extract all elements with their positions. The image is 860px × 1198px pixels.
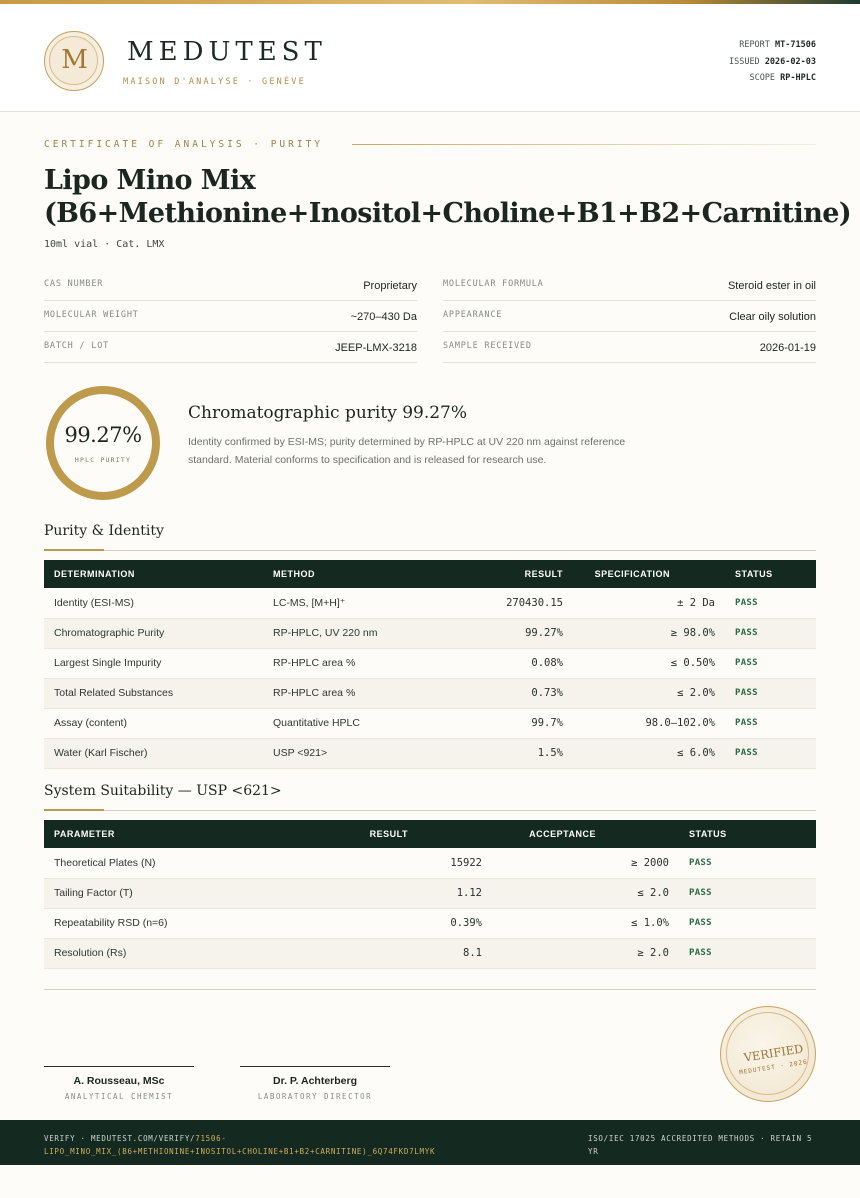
verify-prefix: VERIFY · MEDUTEST.COM/VERIFY/ <box>44 1134 196 1143</box>
acceptance-cell: ≤ 2.0 <box>492 878 679 908</box>
property-appearance <box>443 301 816 332</box>
table-row <box>44 708 816 738</box>
table-row <box>44 648 816 678</box>
section-title-purity-identity: Purity & Identity <box>44 523 164 539</box>
property-cas-number <box>44 270 417 301</box>
determination-cell: Identity (ESI-MS) <box>44 588 263 618</box>
scope-value: RP-HPLC <box>780 73 816 83</box>
property-key: BATCH / LOT <box>44 341 110 351</box>
acceptance-cell: ≥ 2000 <box>492 848 679 878</box>
product-subtitle: 10ml vial · Cat. LMX <box>44 239 165 250</box>
property-key: APPEARANCE <box>443 310 503 320</box>
table-row <box>44 738 816 768</box>
verify-link[interactable] <box>44 1132 514 1158</box>
column-header: RESULT <box>524 569 563 579</box>
section-divider <box>44 810 816 811</box>
property-value: ~270–430 Da <box>350 311 417 323</box>
specification-cell: ≥ 98.0% <box>573 618 725 648</box>
property-value: Clear oily solution <box>729 311 816 323</box>
property-batch-lot <box>44 332 417 363</box>
result-cell: 1.5% <box>423 738 573 768</box>
purity-heading: Chromatographic purity 99.27% <box>188 403 468 423</box>
specification-cell: ± 2 Da <box>573 588 725 618</box>
report-label: REPORT <box>739 40 770 50</box>
column-header: DETERMINATION <box>54 569 135 579</box>
product-title-line1: Lipo Mino Mix <box>44 165 256 196</box>
determination-cell: Assay (content) <box>44 708 263 738</box>
method-cell: LC-MS, [M+H]⁺ <box>263 588 423 618</box>
report-meta <box>729 37 816 87</box>
result-cell: 0.39% <box>274 908 492 938</box>
section-accent <box>44 809 104 811</box>
table-row <box>44 938 816 968</box>
property-molecular-weight <box>44 301 417 332</box>
signatory-role: ANALYTICAL CHEMIST <box>64 1092 174 1101</box>
parameter-cell: Resolution (Rs) <box>44 938 274 968</box>
table-row <box>44 908 816 938</box>
table-header-row <box>44 560 816 588</box>
acceptance-cell: ≥ 2.0 <box>492 938 679 968</box>
signature-divider <box>44 989 816 990</box>
product-title-line2: (B6+Methionine+Inositol+Choline+B1+B2+Carnitine) <box>44 198 851 229</box>
result-cell: 270430.15 <box>423 588 573 618</box>
determination-cell: Water (Karl Fischer) <box>44 738 263 768</box>
status-badge: PASS <box>679 878 816 908</box>
report-header <box>0 4 860 112</box>
determination-cell: Chromatographic Purity <box>44 618 263 648</box>
seal-subtext: MEDUTEST · 2026 <box>738 1058 809 1077</box>
result-cell: 0.08% <box>423 648 573 678</box>
signatory-name: Dr. P. Achterberg <box>272 1075 358 1087</box>
status-badge: PASS <box>679 848 816 878</box>
signature-analytical-chemist <box>44 1066 194 1101</box>
verify-code: 71506-LIPO_MINO_MIX_(B6+METHIONINE+INOSITOL+CHOLINE+B1+B2+CARNITINE)_6Q74FKD7LMYK <box>44 1134 436 1156</box>
purity-ring-gauge <box>46 386 160 500</box>
method-cell: RP-HPLC area % <box>263 648 423 678</box>
column-header: STATUS <box>689 829 727 839</box>
status-badge: PASS <box>725 648 816 678</box>
brand-name: MEDUTEST <box>127 37 327 67</box>
parameter-cell: Theoretical Plates (N) <box>44 848 274 878</box>
signatory-name: A. Rousseau, MSc <box>73 1075 165 1087</box>
purity-description: Identity confirmed by ESI-MS; purity determined by RP-HPLC at UV 220 nm against reference standard. Material conforms to specification and is released for research use. <box>188 436 626 466</box>
accreditation-note: ISO/IEC 17025 ACCREDITED METHODS · RETAIN 5 YR <box>588 1134 813 1156</box>
property-value: JEEP-LMX-3218 <box>335 342 417 354</box>
issued-date: 2026-02-03 <box>764 56 816 67</box>
column-header: SPECIFICATION <box>594 569 670 579</box>
purity-ring-value: 99.27% <box>64 423 142 447</box>
scope-label: SCOPE <box>749 73 776 83</box>
certificate-divider <box>352 144 816 145</box>
signature-laboratory-director <box>240 1066 390 1101</box>
property-sample-received <box>443 332 816 363</box>
property-key: MOLECULAR WEIGHT <box>44 310 139 320</box>
property-key: MOLECULAR FORMULA <box>443 279 544 289</box>
property-value: 2026-01-19 <box>759 342 816 354</box>
seal-inner-ring <box>726 1012 809 1095</box>
method-cell: RP-HPLC, UV 220 nm <box>263 618 423 648</box>
parameter-cell: Repeatability RSD (n=6) <box>44 908 274 938</box>
determination-cell: Largest Single Impurity <box>44 648 263 678</box>
status-badge: PASS <box>725 618 816 648</box>
specification-cell: ≤ 2.0% <box>573 678 725 708</box>
report-number: MT-71506 <box>775 40 816 50</box>
method-cell: RP-HPLC area % <box>263 678 423 708</box>
column-header: METHOD <box>273 569 315 579</box>
specification-cell: ≤ 0.50% <box>573 648 725 678</box>
status-badge: PASS <box>679 908 816 938</box>
table-row <box>44 618 816 648</box>
product-title <box>44 164 851 230</box>
table-row <box>44 848 816 878</box>
section-divider <box>44 550 816 551</box>
report-footer <box>0 1120 860 1165</box>
brand-tagline: MAISON D'ANALYSE · GENÈVE <box>123 77 306 87</box>
table-row <box>44 678 816 708</box>
table-row <box>44 588 816 618</box>
certificate-label: CERTIFICATE OF ANALYSIS · PURITY <box>44 139 324 150</box>
parameter-cell: Tailing Factor (T) <box>44 878 274 908</box>
section-title-system-suitability: System Suitability — USP <621> <box>44 783 282 799</box>
system-suitability-table <box>44 820 816 969</box>
issued-row <box>729 54 816 71</box>
status-badge: PASS <box>725 738 816 768</box>
purity-identity-table <box>44 560 816 769</box>
method-cell: Quantitative HPLC <box>263 708 423 738</box>
table-row <box>44 878 816 908</box>
result-cell: 0.73% <box>423 678 573 708</box>
acceptance-cell: ≤ 1.0% <box>492 908 679 938</box>
column-header: PARAMETER <box>54 829 115 839</box>
table-header-row <box>44 820 816 848</box>
method-cell: USP <921> <box>263 738 423 768</box>
determination-cell: Total Related Substances <box>44 678 263 708</box>
specification-cell: 98.0–102.0% <box>573 708 725 738</box>
column-header: RESULT <box>369 829 408 839</box>
status-badge: PASS <box>725 678 816 708</box>
column-header: ACCEPTANCE <box>529 829 596 839</box>
seal-text: VERIFIED <box>742 1041 805 1065</box>
property-key: SAMPLE RECEIVED <box>443 341 532 351</box>
logo-letter: M <box>61 45 88 75</box>
status-badge: PASS <box>725 588 816 618</box>
property-molecular-formula <box>443 270 816 301</box>
result-cell: 1.12 <box>274 878 492 908</box>
brand-logo <box>44 31 104 91</box>
property-key: CAS NUMBER <box>44 279 104 289</box>
scope-row <box>729 70 816 87</box>
property-value: Proprietary <box>363 280 417 292</box>
result-cell: 99.7% <box>423 708 573 738</box>
status-badge: PASS <box>725 708 816 738</box>
property-value: Steroid ester in oil <box>727 280 816 292</box>
result-cell: 99.27% <box>423 618 573 648</box>
specification-cell: ≤ 6.0% <box>573 738 725 768</box>
status-badge: PASS <box>679 938 816 968</box>
report-number-row <box>729 37 816 54</box>
signatory-role: LABORATORY DIRECTOR <box>257 1092 373 1101</box>
column-header: STATUS <box>735 569 773 579</box>
issued-label: ISSUED <box>728 56 760 67</box>
result-cell: 8.1 <box>274 938 492 968</box>
logo-seal-icon <box>49 36 98 85</box>
result-cell: 15922 <box>274 848 492 878</box>
purity-ring-label: HPLC PURITY <box>74 456 132 464</box>
verified-seal-icon <box>720 1006 816 1102</box>
section-accent <box>44 549 104 551</box>
